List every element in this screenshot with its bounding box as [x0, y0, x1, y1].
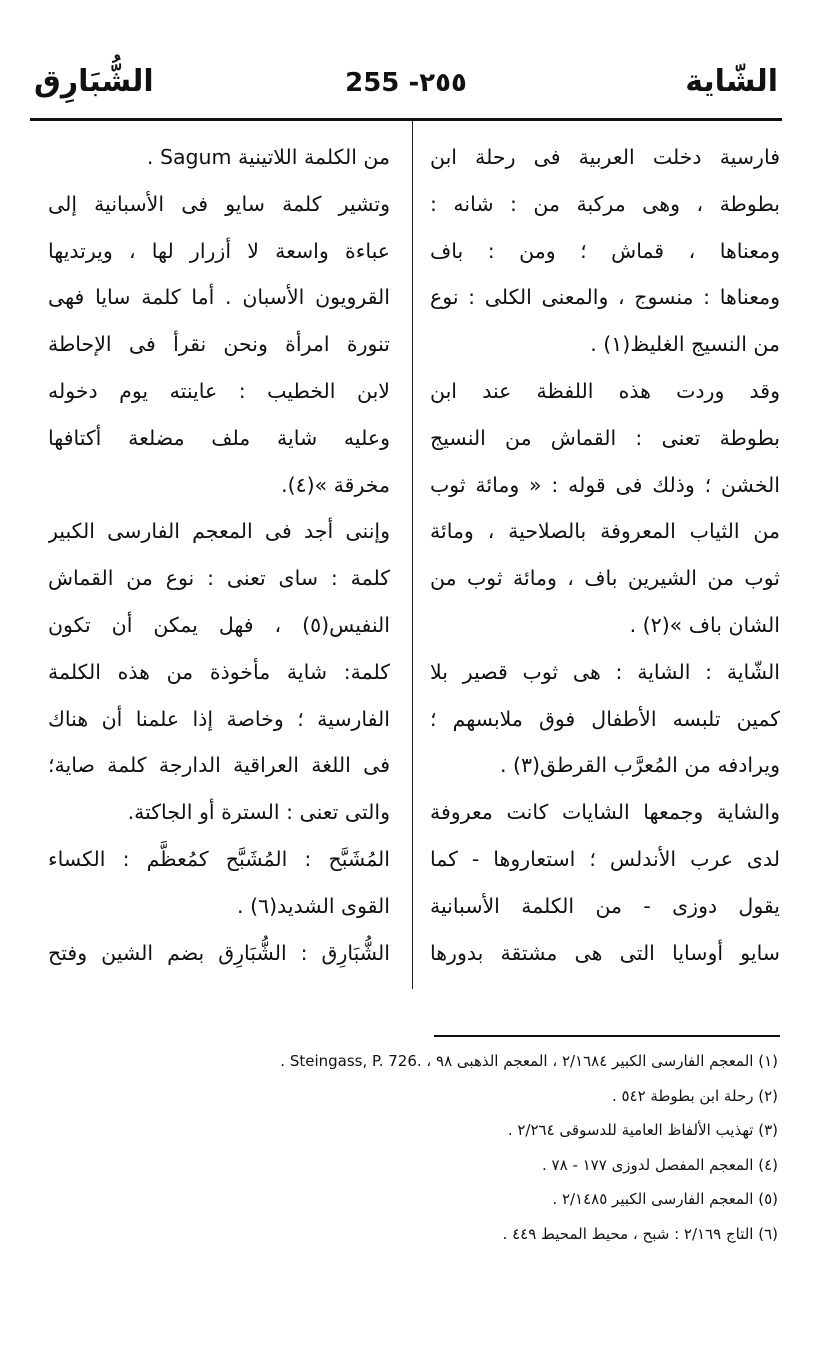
text-line: المُشَبَّح : المُشَبَّح كمُعظَّم : الكساء — [48, 846, 390, 871]
text-line: كلمة: شاية مأخوذة من هذه الكلمة — [48, 659, 390, 684]
page-header — [34, 62, 778, 110]
text-line: والشاية وجمعها الشايات كانت معروفة — [430, 800, 780, 825]
header-entry-end: الشُّبَارِق — [34, 64, 154, 99]
text-line: عباءة واسعة لا أزرار لها ، ويرتديها — [48, 238, 390, 263]
text-line: من النسيج الغليظ(١) . — [590, 332, 780, 357]
header-entry-start: الشّاية — [685, 64, 778, 99]
right-column — [430, 134, 780, 976]
text-line: من الكلمة اللاتينية Sagum . — [146, 145, 390, 169]
text-line: ومعناها : منسوج ، والمعنى الكلى : نوع — [430, 285, 780, 310]
text-line: الشُّبَارِق : الشُّبَارِق بضم الشين وفتح — [48, 940, 390, 965]
text-line: لدى عرب الأندلس ؛ استعاروها - كما — [430, 846, 780, 871]
footnote: (٥) المعجم الفارسى الكبير ٢/١٤٨٥ . — [552, 1190, 778, 1208]
text-line: وإننى أجد فى المعجم الفارسى الكبير — [48, 519, 390, 544]
text-line: ومعناها ، قماش ؛ ومن : باف — [430, 238, 780, 263]
footnote: (٤) المعجم المفصل لدوزى ١٧٧ - ٧٨ . — [542, 1155, 778, 1174]
text-line: الفارسية ؛ وخاصة إذا علمنا أن هناك — [48, 706, 390, 731]
text-line: مخرقة »(٤). — [281, 472, 390, 497]
column-divider — [412, 121, 413, 989]
text-line: وقد وردت هذه اللفظة عند ابن — [430, 378, 780, 403]
text-line: سايو أوسايا التى هى مشتقة بدورها — [430, 940, 780, 965]
text-line: الشان باف »(٢) . — [629, 612, 780, 637]
text-line: من الثياب المعروفة بالصلاحية ، ومائة — [430, 519, 780, 544]
text-line: بطوطة ، وهى مركبة من : شانه : — [430, 191, 780, 216]
text-line: ويرادفه من المُعرَّب القرطق(٣) . — [499, 753, 780, 778]
text-line: وعليه شاية ملف مضلعة أكتافها — [48, 425, 390, 450]
text-line: يقول دوزى - من الكلمة الأسبانية — [430, 893, 780, 918]
text-line: القوى الشديد(٦) . — [237, 893, 390, 918]
text-line: لابن الخطيب : عاينته يوم دخوله — [48, 378, 390, 403]
header-rule — [30, 118, 782, 121]
footnote: (٦) التاج ٢/١٦٩ : شبح ، محيط المحيط ٤٤٩ . — [502, 1224, 778, 1243]
text-line: فارسية دخلت العربية فى رحلة ابن — [430, 145, 780, 169]
text-line: بطوطة تعنى : القماش من النسيج — [430, 425, 780, 450]
text-line: القرويون الأسبان . أما كلمة سايا فهى — [48, 285, 390, 310]
footnote-rule — [434, 1035, 780, 1037]
text-line: والتى تعنى : السترة أو الجاكتة. — [127, 800, 390, 825]
text-line: الشّاية : الشاية : هى ثوب قصير بلا — [430, 659, 780, 684]
footnote: (١) المعجم الفارسى الكبير ٢/١٦٨٤ ، المعجم الذهبى ٩٨ ، .Steingass, P. 726 . — [280, 1052, 778, 1070]
text-line: وتشير كلمة سايو فى الأسبانية إلى — [48, 191, 390, 216]
text-line: النفيس(٥) ، فهل يمكن أن تكون — [48, 612, 390, 637]
text-line: ثوب من الشيرين باف ، ومائة ثوب من — [430, 566, 780, 591]
text-line: تنورة امرأة ونحن نقرأ فى الإحاطة — [48, 332, 390, 357]
text-line: فى اللغة العراقية الدارجة كلمة صاية؛ — [48, 753, 390, 778]
text-line: كمين تلبسه الأطفال فوق ملابسهم ؛ — [430, 706, 780, 731]
left-column — [48, 134, 390, 976]
footnote: (٢) رحلة ابن بطوطة ٥٤٢ . — [611, 1086, 778, 1105]
text-line: كلمة : ساى تعنى : نوع من القماش — [48, 566, 390, 591]
text-line: الخشن ؛ وذلك فى قوله : « ومائة ثوب — [430, 472, 780, 497]
footnote: (٣) تهذيب الألفاظ العامية للدسوقى ٢/٢٦٤ . — [507, 1121, 778, 1139]
page-number: 255 -٢٥٥ — [345, 68, 467, 98]
footnotes — [150, 1044, 778, 1251]
